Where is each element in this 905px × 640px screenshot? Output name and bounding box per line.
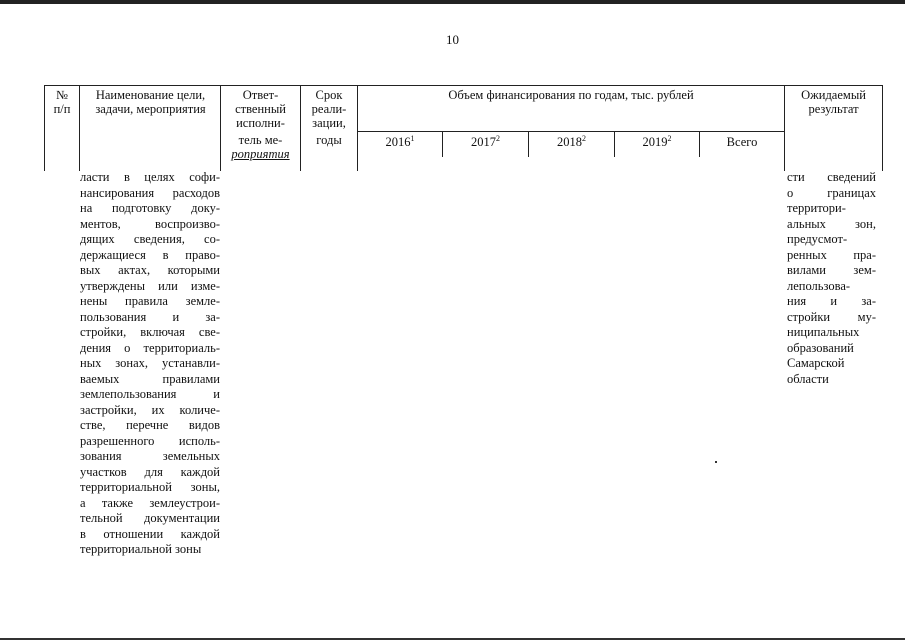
header-name-line: Наименование цели, bbox=[95, 88, 206, 102]
text-line: дящих сведения, со- bbox=[80, 232, 220, 246]
text-line: ных зонах, устанавли- bbox=[80, 356, 220, 370]
text-line: нансирования расходов bbox=[80, 185, 220, 200]
header-term-line: годы bbox=[316, 133, 342, 147]
header-number-col bbox=[45, 88, 79, 116]
year-label: 2018 bbox=[557, 135, 582, 149]
header-responsible-line: тель ме- bbox=[238, 133, 283, 147]
text-line: участков для каждой bbox=[80, 464, 220, 479]
text-line: ниципальных bbox=[787, 325, 860, 339]
header-responsible-line: исполни- bbox=[236, 116, 285, 130]
header-responsible-col bbox=[221, 88, 300, 161]
header-name-col bbox=[81, 88, 220, 116]
text-line: утверждены или изме- bbox=[80, 278, 220, 293]
text-line: образований bbox=[787, 340, 854, 355]
text-line: тельной документации bbox=[80, 511, 220, 525]
text-line: разрешенного исполь- bbox=[80, 433, 220, 448]
text-line: зования земельных bbox=[80, 449, 220, 463]
header-name-line: задачи, мероприятия bbox=[95, 102, 206, 116]
scan-speck bbox=[715, 461, 717, 463]
text-line: ния и за- bbox=[787, 294, 876, 308]
header-term-line: реали- bbox=[311, 102, 347, 116]
year-footnote: 2 bbox=[496, 133, 500, 143]
text-line: альных зон, bbox=[787, 216, 876, 231]
year-row-rule bbox=[357, 131, 784, 132]
text-line: вилами зем- bbox=[787, 263, 876, 277]
text-line: держащиеся в право- bbox=[80, 247, 220, 262]
text-line: области bbox=[787, 371, 829, 386]
text-line: о границах bbox=[787, 185, 876, 200]
text-line: территори- bbox=[787, 201, 846, 215]
year-footnote: 2 bbox=[582, 133, 586, 143]
header-responsible-line: Ответ- bbox=[242, 88, 279, 102]
expected-result-text bbox=[787, 170, 876, 387]
text-line: в отношении каждой bbox=[80, 526, 220, 541]
text-line: вых актах, которыми bbox=[80, 263, 220, 277]
year-label: 2019 bbox=[642, 135, 668, 149]
text-line: стройки, включая све- bbox=[80, 325, 220, 339]
header-year-2016 bbox=[358, 135, 442, 149]
text-line: нены правила земле- bbox=[80, 294, 220, 308]
text-line: сти сведений bbox=[787, 170, 876, 184]
header-term-line: Срок bbox=[315, 88, 343, 102]
text-line: территориальной зоны, bbox=[80, 480, 220, 494]
text-line: дения о территориаль- bbox=[80, 340, 220, 355]
text-line: лепользова- bbox=[787, 278, 851, 293]
header-total: Всего bbox=[726, 135, 758, 149]
header-result-line: результат bbox=[808, 102, 859, 116]
text-line: ренных пра- bbox=[787, 247, 876, 262]
text-line: застройки, их количе- bbox=[80, 402, 220, 417]
header-term-col bbox=[301, 88, 357, 147]
year-footnote: 2 bbox=[667, 133, 672, 143]
year-footnote: 1 bbox=[410, 133, 415, 143]
text-line: пользования и за- bbox=[80, 309, 220, 324]
measure-name-text bbox=[80, 170, 220, 558]
header-result-col bbox=[785, 88, 882, 116]
header-number-line: № bbox=[56, 88, 68, 102]
header-finance-title: Объем финансирования по годам, тыс. рублей bbox=[448, 88, 694, 102]
text-line: ласти в целях софи- bbox=[80, 170, 220, 184]
header-year-2019 bbox=[615, 135, 699, 149]
col-border-1 bbox=[79, 85, 80, 171]
text-line: ваемых правилами bbox=[80, 371, 220, 386]
text-line: предусмот- bbox=[787, 232, 848, 246]
text-line: Самарской bbox=[787, 356, 845, 370]
text-line: стройки му- bbox=[787, 309, 876, 324]
text-line: землепользования и bbox=[80, 387, 220, 401]
table-top-rule bbox=[44, 85, 883, 86]
header-term-line: зации, bbox=[312, 116, 346, 130]
year-label: 2017 bbox=[471, 135, 496, 149]
header-result-line: Ожидаемый bbox=[801, 88, 866, 102]
header-number-line: п/п bbox=[53, 102, 71, 116]
text-line: территориальной зоны bbox=[80, 542, 202, 556]
header-year-2017 bbox=[443, 135, 528, 149]
header-responsible-line: роприятия bbox=[231, 147, 290, 161]
page-number: 10 bbox=[446, 32, 459, 47]
text-line: ментов, воспроизво- bbox=[80, 216, 220, 231]
header-year-2018 bbox=[529, 135, 614, 149]
text-line: а также землеустрои- bbox=[80, 495, 220, 510]
text-line: на подготовку доку- bbox=[80, 201, 220, 215]
text-line: стве, перечне видов bbox=[80, 418, 220, 432]
col-border-10 bbox=[882, 85, 883, 171]
header-responsible-line: ственный bbox=[235, 102, 286, 116]
scan-top-border bbox=[0, 0, 905, 4]
program-table-header bbox=[44, 85, 883, 171]
year-label: 2016 bbox=[385, 135, 411, 149]
